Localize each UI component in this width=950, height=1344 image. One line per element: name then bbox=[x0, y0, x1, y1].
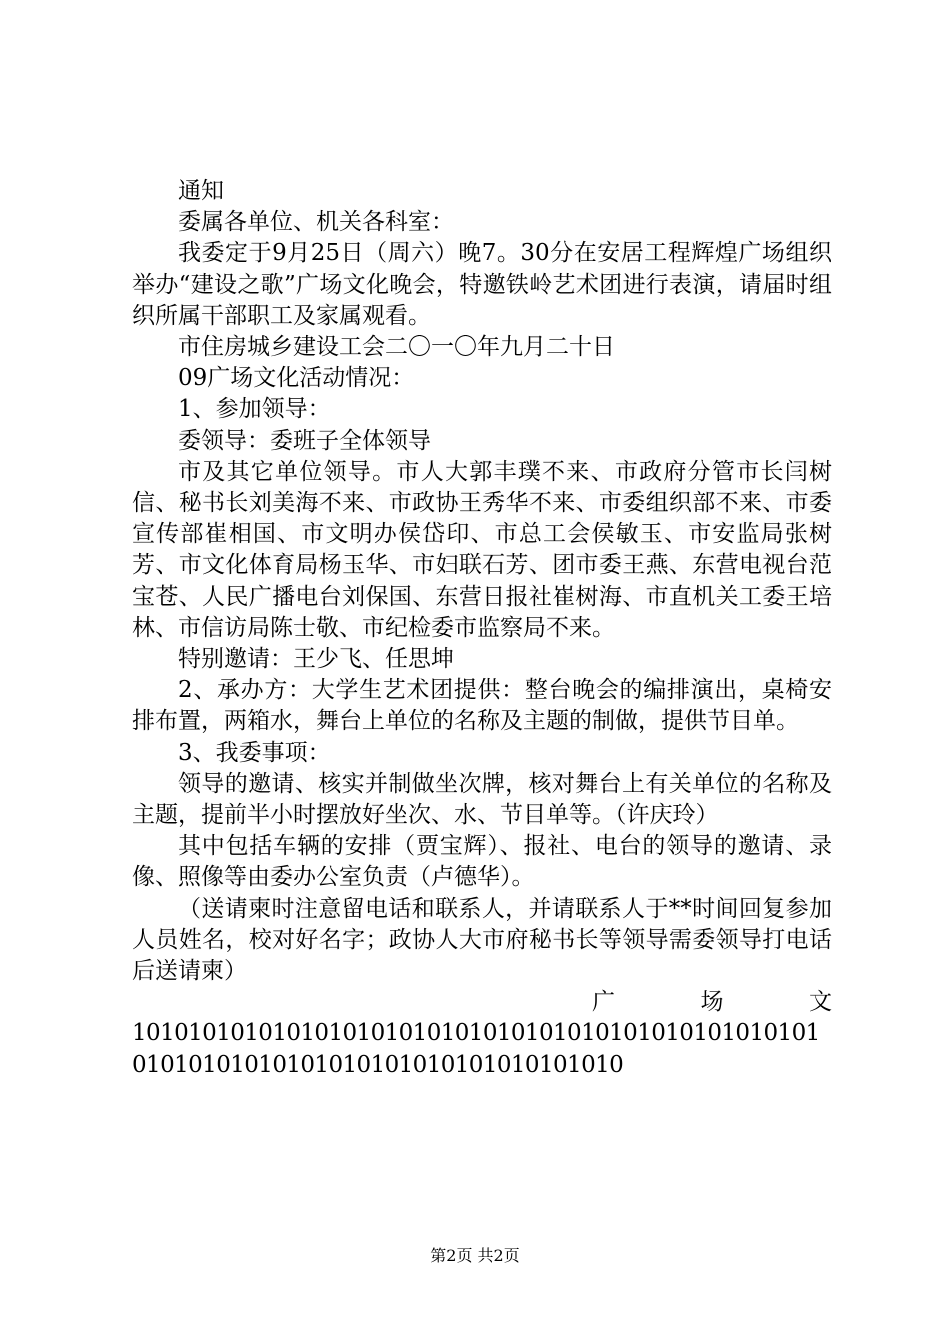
notice-body: 我委定于9月25日（周六）晚7。30分在安居工程辉煌广场组织举办“建设之歌”广场文化晚会，特邀铁岭艺术团进行表演，请届时组织所属干部职工及家属观看。 bbox=[132, 240, 832, 329]
notice-signature: 市住房城乡建设工会二〇一〇年九月二十日 bbox=[178, 334, 615, 361]
committee-leaders: 委领导：委班子全体领导 bbox=[178, 427, 431, 454]
spread-char: 场 bbox=[700, 989, 724, 1016]
organizer: 2、承办方：大学生艺术团提供：整台晚会的编排演出，桌椅安排布置，两箱水，舞台上单位的名称及主题的制做，提供节目单。 bbox=[132, 677, 832, 735]
city-leaders: 市及其它单位领导。市人大郭丰璞不来、市政府分管市长闫树信、秘书长刘美海不来、市政协王秀华不来、市委组织部不来、市委宣传部崔相国、市文明办侯岱印、市总工会侯敏玉、市安监局张树芳、市文化体育局杨玉华、市妇联石芳、团市委王燕、东营电视台范宝苍、人民广播电台刘保国、东营日报社崔树海、市直机关工委王培林、市信访局陈士敬、市纪检委市监察局不来。 bbox=[132, 458, 832, 641]
addressee: 委属各单位、机关各科室： bbox=[178, 209, 454, 236]
page-footer: 第2页 共2页 bbox=[430, 1246, 520, 1265]
document-body bbox=[132, 176, 832, 1081]
spread-char: 文 bbox=[809, 989, 832, 1016]
section-heading: 09广场文化活动情况： bbox=[178, 365, 415, 392]
leader-invitation-tasks: 领导的邀请、核实并制做坐次牌，核对舞台上有关单位的名称及主题，提前半小时摆放好坐次、水、节目单等。（许庆玲） bbox=[132, 770, 832, 829]
item-3-heading: 3、我委事项： bbox=[178, 739, 331, 766]
notice-title: 通知 bbox=[178, 178, 224, 204]
item-1-heading: 1、参加领导： bbox=[178, 396, 331, 423]
vehicle-and-media-tasks: 其中包括车辆的安排（贾宝辉）、报社、电台的领导的邀请、录像、照像等由委办公室负责（卢德华）。 bbox=[132, 833, 832, 891]
spread-heading bbox=[132, 987, 832, 1018]
spread-char: 广 bbox=[592, 989, 615, 1016]
invitation-note: （送请柬时注意留电话和联系人，并请联系人于**时间回复参加人员姓名，校对好名字；政协人大市府秘书长等领导需委领导打电话后送请柬） bbox=[132, 895, 832, 985]
binary-text: 101010101010101010101010101010101010101010101010101010101010101010101010101010101010 bbox=[132, 1020, 820, 1078]
special-invitation: 特别邀请：王少飞、任思坤 bbox=[178, 646, 454, 673]
